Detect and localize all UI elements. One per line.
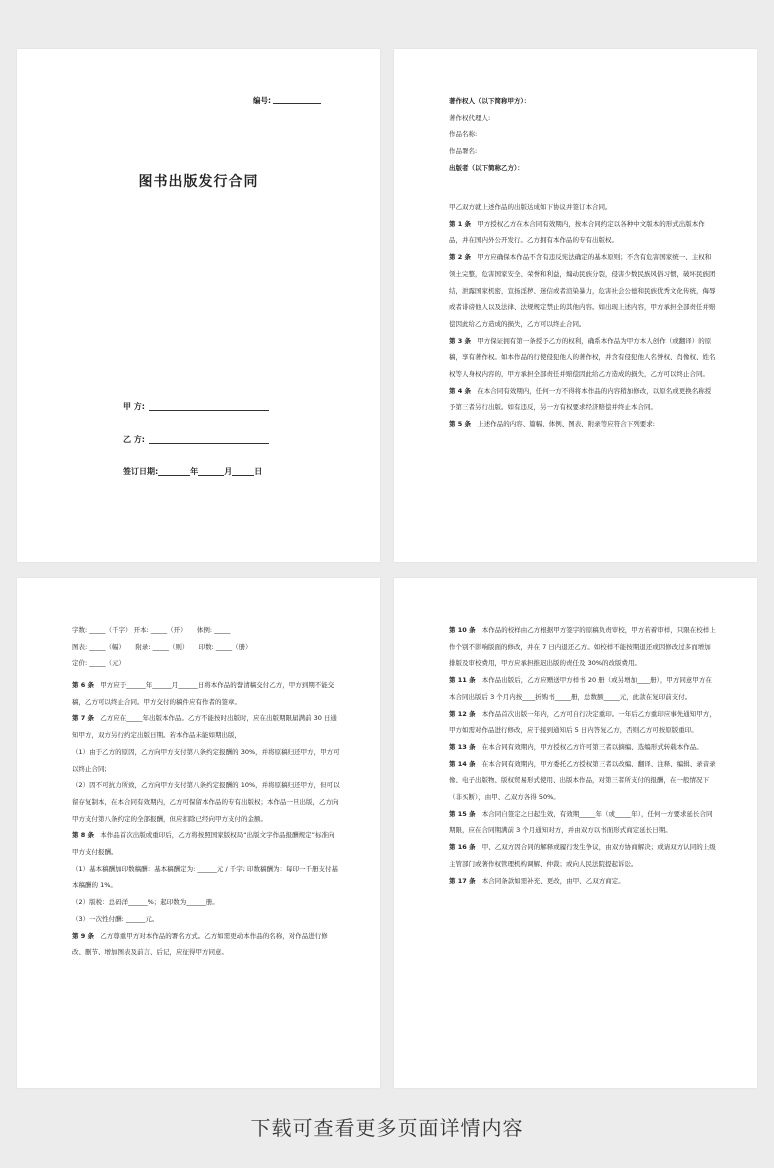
month-blank — [198, 466, 224, 476]
clause-text: （1）基本稿酬加印数稿酬：基本稿酬定为: ______元 / 千字; 印数稿酬为：每印一千册支付基本稿酬的 1%。 — [72, 864, 338, 890]
clause-number: 第 17 条 — [449, 876, 476, 885]
clause-text: 上述作品的内容、篇幅、体例、图表、附录等应符合下列要求: — [477, 420, 655, 429]
month-label: 月 — [224, 467, 233, 476]
page-3 — [17, 578, 380, 1088]
clause-paragraph — [449, 199, 717, 216]
clause-text: 甲、乙双方因合同的解释或履行发生争议，由双方协商解决；或请双方认同的上级主管部门或著作权管理机构调解、仲裁；或向人民法院提起诉讼。 — [449, 843, 716, 868]
clause-number: 第 14 条 — [449, 759, 476, 768]
clause-paragraph — [449, 249, 717, 333]
party-info-block — [449, 93, 717, 177]
sign-date-line — [123, 466, 262, 477]
clause-paragraph — [72, 928, 340, 961]
clause-paragraph — [72, 744, 340, 777]
work-spec-line: 图表: _____（幅） 附录: _____（则） 印数: _____（册） — [72, 642, 252, 651]
contract-terms-6-9 — [72, 677, 340, 961]
download-caption: 下载可查看更多页面详情内容 — [250, 1116, 524, 1140]
clause-paragraph — [72, 827, 340, 860]
clause-paragraph — [72, 894, 340, 911]
clause-text: 本作品首次出版一年内，乙方可自行决定重印。一年后乙方重印应事先通知甲方，甲方如需对作品进行修改，应于接到通知后 5 日内答复乙方，否则乙方可按原版重印。 — [449, 709, 716, 735]
clause-number: 第 9 条 — [72, 931, 95, 940]
party-a-blank — [149, 401, 269, 411]
party-a-line — [123, 401, 269, 412]
clause-text: 甲方保证拥有第一条授予乙方的权利，确系本作品为甲方本人创作（或翻译）的原稿，享有著作权。如本作品的行使侵犯他人的著作权，并含有侵犯他人名誉权、肖像权、姓名权等人身权内容的，甲方承担全部责任并赔偿因此给乙方造成的损失，乙方可以终止合同。 — [449, 336, 716, 379]
work-spec-line: 定价: _____（元） — [72, 659, 126, 668]
clause-number: 第 11 条 — [449, 676, 476, 685]
clause-text: 本合同条款如需补充、更改，由甲、乙双方商定。 — [481, 876, 625, 885]
clause-text: （2）因不可抗力所致，乙方向甲方支付第八条约定报酬的 10%，并将原稿归还甲方，但可以留存复制本，在本合同有效期内，乙方可保留本作品的专有出版权；本作品一旦出版，乙方向甲方支付第八条约定的全部报酬，但应扣除已经向甲方支付的金额。 — [72, 781, 340, 823]
clause-text: 甲乙双方就上述作品的出版达成如下协议并签订本合同。 — [449, 203, 612, 211]
clause-number: 第 15 条 — [449, 809, 476, 818]
clause-text: 乙方应在_____年出版本作品。乙方不能按时出版时，应在出版期限届满前 30 日通知甲方，双方另行约定出版日期。若本作品未能如期出版， — [72, 714, 337, 740]
clause-paragraph — [72, 861, 340, 894]
year-label: 年 — [190, 467, 199, 476]
contract-number-blank — [273, 96, 321, 104]
day-blank — [232, 466, 254, 476]
clause-text: 在本合同有效期内，甲方授权乙方许可第三者以摘编、选编形式转载本作品。 — [481, 742, 703, 751]
clause-number: 第 6 条 — [72, 681, 95, 689]
contract-number-label: 编号: — [253, 96, 271, 105]
clause-paragraph — [449, 672, 717, 705]
clause-text: （1）由于乙方的原因，乙方向甲方支付第八条约定报酬的 30%，并将原稿归还甲方，甲方可以终止合同; — [72, 747, 340, 773]
clause-number: 第 3 条 — [449, 336, 472, 345]
clause-paragraph — [72, 777, 340, 827]
clause-paragraph — [449, 216, 717, 249]
party-b-label: 乙 方: — [123, 435, 145, 444]
sign-date-label: 签订日期: — [123, 467, 159, 476]
clause-paragraph — [449, 806, 717, 839]
clause-paragraph — [72, 911, 340, 928]
party-info-line: 著作权人（以下简称甲方）： — [449, 97, 531, 105]
clause-text: 乙方尊重甲方对本作品的署名方式。乙方如需更动本作品的名称，对作品进行修改、删节、增加图表及前言、后记，应征得甲方同意。 — [72, 931, 328, 957]
clause-text: 在本合同有效期内，甲方委托乙方授权第三者以改编、翻译、注释、编辑、录音录像、电子出版物、版权贸易形式使用、出版本作品，对第三者所支付的报酬，在一般情况下（非买断），由甲、乙双方各得 50%。 — [449, 759, 716, 802]
clause-number: 第 12 条 — [449, 709, 476, 718]
clause-number: 第 5 条 — [449, 420, 472, 429]
clause-paragraph — [449, 333, 717, 383]
clause-paragraph — [449, 839, 717, 872]
clause-number: 第 1 条 — [449, 219, 472, 228]
party-info-line: 作品名称: — [449, 130, 478, 139]
page-cover — [17, 49, 380, 562]
clause-paragraph — [72, 710, 340, 743]
contract-terms-10-17 — [449, 622, 717, 889]
document-title: 图书出版发行合同 — [138, 174, 259, 190]
clause-number: 第 10 条 — [449, 626, 476, 634]
clause-paragraph — [449, 416, 717, 433]
clause-number: 第 16 条 — [449, 843, 476, 852]
clause-paragraph — [449, 706, 717, 739]
clause-text: 甲方授权乙方在本合同有效期内，按本合同约定以各种中文版本的形式出版本作品，并在国内外公开发行。乙方拥有本作品的专有出版权。 — [449, 219, 705, 245]
clause-text: 本作品出版后，乙方应赠送甲方样书 20 册（或另增加____册），甲方同意甲方在本合同出版后 3 个月内按____折购书_____册，总数额_____元，此款在复印前支付。 — [449, 676, 712, 701]
party-info-line: 著作权代理人: — [449, 113, 491, 122]
work-spec-block — [72, 622, 340, 672]
work-spec-line: 字数: _____（千字） 开本: _____（开） 体例: _____ — [72, 626, 231, 634]
party-info-line: 出版者（以下简称乙方）： — [449, 163, 524, 172]
party-b-blank — [149, 434, 269, 444]
day-label: 日 — [254, 467, 263, 476]
party-b-line — [123, 434, 269, 445]
clause-text: （3）一次性付酬: ______元。 — [72, 914, 159, 923]
clause-text: 甲方应确保本作品不含有违反宪法确定的基本原则；不含有危害国家统一、主权和领土完整，危害国家安全、荣誉和利益，煽动民族分裂，侵害少数民族风俗习惯，破坏民族团结，泄露国家机密，宣扬淫秽、迷信或者渲染暴力，危害社会公德和民族优秀文化传统，侮辱或者诽谤他人以及法律、法规规定禁止的其他内容。如出现上述内容，甲方承担全部责任并赔偿因此给乙方造成的损失，乙方可以终止合同。 — [449, 253, 716, 328]
clause-paragraph — [449, 873, 717, 890]
page-2 — [394, 49, 757, 562]
party-info-line: 作品署名: — [449, 147, 478, 156]
clause-text: （2）版税：总码洋______%；起印数为______册。 — [72, 898, 219, 907]
contract-terms-1-5 — [449, 199, 717, 433]
clause-text: 本作品首次出版或重印后，乙方将按照国家版权局“出版文字作品报酬规定”标准向甲方支付报酬。 — [72, 831, 335, 857]
clause-text: 本作品的校样由乙方根据甲方签字的原稿负责审校，甲方若着审样，只限在校样上作个别不影响版面的修改，并在 7 日内退还乙方。如校样不能按期退还或因修改过多而增加排版及审校费用，甲方应承担推迟出版的责任及 30%的改版费用。 — [449, 626, 716, 668]
page-4 — [394, 578, 757, 1088]
contract-number — [253, 95, 321, 106]
clause-paragraph — [449, 383, 717, 416]
clause-number: 第 8 条 — [72, 831, 95, 840]
clause-number: 第 2 条 — [449, 253, 472, 262]
clause-number: 第 4 条 — [449, 386, 472, 395]
clause-paragraph — [72, 677, 340, 710]
clause-paragraph — [449, 739, 717, 756]
clause-text: 甲方应于______年______月______日将本作品的誊清稿交付乙方，甲方到期不能交稿，乙方可以终止合同。甲方交付的稿件应有作者的签章。 — [72, 681, 335, 706]
year-blank — [158, 466, 190, 476]
clause-number: 第 7 条 — [72, 714, 95, 723]
clause-paragraph — [449, 622, 717, 672]
clause-paragraph — [449, 756, 717, 806]
clause-number: 第 13 条 — [449, 742, 476, 751]
clause-text: 在本合同有效期内，任何一方不得将本作品的内容稍加修改，以原名或更换名称授予第三者另行出版。如有违反，另一方有权要求经济赔偿并终止本合同。 — [449, 386, 712, 412]
party-a-label: 甲 方: — [123, 402, 145, 411]
clause-text: 本合同自签定之日起生效，有效期_____年（或_____年），任何一方要求延长合同期限，应在合同期满前 3 个月通知对方，并由双方以书面形式商定延长日期。 — [449, 809, 713, 835]
